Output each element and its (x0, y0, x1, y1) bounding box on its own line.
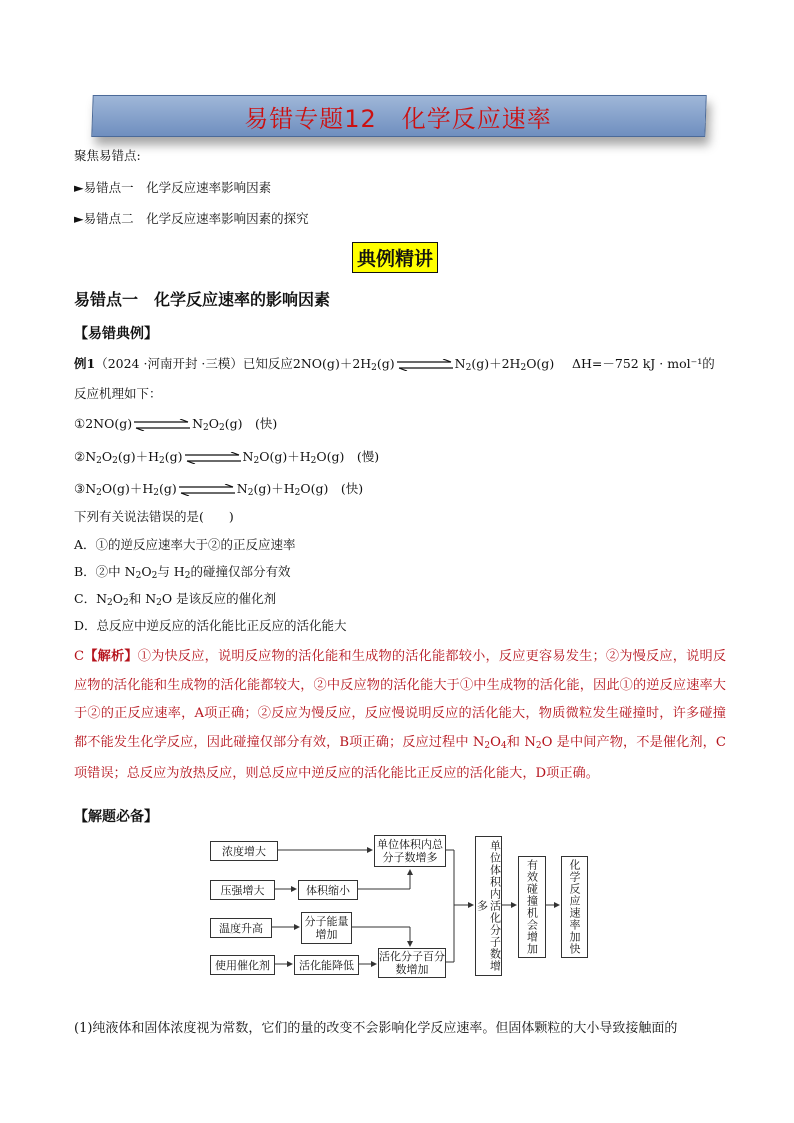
step3-n3: (g) (159, 481, 177, 496)
step2-r2: O(g)＋H (259, 449, 311, 464)
step3-n: ③N (74, 481, 97, 496)
option-b-2: O (141, 564, 152, 579)
eq-left2: (g) (376, 356, 395, 371)
explanation-tag: 【解析】 (84, 649, 138, 664)
box-activation-energy: 活化能降低 (294, 955, 359, 975)
explanation-text-4: O 是中间产物，不是催化剂，C项错误；总反应为放热反应，则总反应中逆反应的活化能比正反应的活化能大，D项正确。 (74, 734, 727, 781)
eq-right3: O(g) (526, 356, 555, 371)
sub: 2 (310, 456, 317, 466)
sub: 2 (294, 488, 301, 498)
box-pressure: 压强增大 (210, 880, 275, 900)
step2-n2: O (101, 449, 113, 464)
step3-r3: O(g) (300, 481, 329, 496)
step3-r2: (g)＋H (253, 481, 295, 496)
section-badge: 典例精讲 (352, 242, 438, 273)
box-active-molecules: 单位体积内活化分子数增多 (475, 836, 502, 976)
point1-title: 易错点一 化学反应速率的影响因素 (74, 290, 331, 309)
step1-speed: (快) (255, 416, 278, 431)
sub: 2 (96, 488, 102, 498)
step3-n2: O(g)＋H (101, 481, 154, 496)
sub: 2 (484, 740, 491, 751)
option-b-4: 的碰撞仅部分有效 (190, 564, 291, 579)
option-c-4: O 是该反应的催化剂 (161, 591, 277, 606)
explanation-text-2: O (490, 734, 501, 750)
step1-r: N (192, 416, 204, 431)
sub: 2 (203, 423, 209, 433)
sub: 2 (112, 456, 118, 466)
solve-header: 【解题必备】 (74, 809, 158, 825)
example-prefix: 例1 (74, 356, 96, 371)
box-catalyst: 使用催化剂 (210, 955, 275, 975)
box-percentage: 活化分子百分数增加 (379, 950, 445, 976)
sub: 2 (247, 488, 254, 498)
step1-r3: (g) (224, 416, 243, 431)
sub: 2 (159, 456, 165, 466)
box-temperature: 温度升高 (210, 918, 272, 938)
focus-item-2: ►易错点二 化学反应速率影响因素的探究 (74, 211, 309, 226)
eq-right: N (454, 356, 466, 371)
example-line-2: 反应机理如下： (74, 386, 162, 401)
answer: C (74, 649, 85, 664)
step1-r2: O (208, 416, 220, 431)
option-a: A．①的逆反应速率大于②的正反应速率 (74, 537, 296, 552)
step2-n3: (g)＋H (117, 449, 160, 464)
explanation-text-1: ①为快反应，说明反应物的活化能和生成物的活化能都较小，反应更容易发生；②为慢反应，说明反应物的活化能和生成物的活化能都较大，②中反应物的活化能大于①中生成物的活化能，因此①的逆反应速率大于②的正反应速率，A项正确；②反应为慢反应，反应慢说明反应的活化能大，物质微粒发生碰撞时，许多碰撞都不能发生化学反应，因此碰撞仅部分有效，B项正确；反应过程中 N (74, 649, 727, 750)
box-total-molecules: 单位体积内总分子数增多 (374, 835, 446, 867)
focus-item-1: ►易错点一 化学反应速率影响因素 (74, 180, 272, 195)
sub: 2 (153, 488, 160, 498)
example-source: （2024 ·河南开封 ·三模）已知反应 (95, 356, 293, 371)
box-rate-faster: 化学反应速率加快 (561, 856, 588, 958)
eq-left: 2NO(g)＋2H (292, 356, 372, 371)
sub: 2 (96, 456, 102, 466)
sub: 2 (156, 598, 162, 608)
sub: 2 (123, 598, 129, 608)
delta-h: ΔH=－752 kJ · mol⁻¹的 (572, 356, 715, 371)
step2-r3: O(g) (316, 449, 345, 464)
eq-right2: (g)＋2H (471, 356, 521, 371)
step2-speed: (慢) (356, 449, 380, 464)
box-concentration: 浓度增大 (210, 841, 278, 861)
option-b-1: B．②中 N (74, 564, 136, 579)
box-volume: 体积缩小 (298, 880, 358, 900)
step3-r: N (236, 481, 248, 496)
example-header: 【易错典例】 (74, 326, 158, 342)
option-b-3: 与 H (157, 564, 185, 579)
question: 下列有关说法错误的是( ) (74, 509, 234, 524)
option-c-1: C．N (74, 591, 108, 606)
step2-n4: (g) (164, 449, 183, 464)
note-1: (1)纯液体和固体浓度视为常数，它们的量的改变不会影响化学反应速率。但固体颗粒的大小导致接触面的 (74, 1021, 678, 1036)
focus-label: 聚焦易错点: (74, 148, 141, 163)
sub: 2 (135, 571, 142, 581)
step1-left: ①2NO(g) (74, 416, 133, 431)
option-d: D．总反应中逆反应的活化能比正反应的活化能大 (74, 618, 347, 633)
box-effective-collisions: 有效碰撞机会增加 (518, 856, 546, 958)
page-title: 易错专题12 化学反应速率 (244, 105, 552, 133)
sub: 2 (535, 740, 542, 751)
box-energy: 分子能量增加 (301, 912, 352, 944)
sub: 2 (107, 598, 113, 608)
explanation-text-3: 和 N (506, 734, 536, 750)
sub: 2 (151, 571, 158, 581)
step3-speed: (快) (340, 481, 364, 496)
sub: 2 (465, 363, 472, 373)
step2-r: N (242, 449, 254, 464)
sub: 2 (520, 363, 527, 373)
sub: 4 (500, 740, 507, 751)
sub: 2 (253, 456, 260, 466)
sub: 2 (184, 571, 191, 581)
step2-n: ②N (74, 449, 97, 464)
sub: 2 (219, 423, 225, 433)
option-c-3: 和 N (128, 591, 157, 606)
sub: 2 (371, 363, 377, 373)
option-c-2: O (112, 591, 123, 606)
